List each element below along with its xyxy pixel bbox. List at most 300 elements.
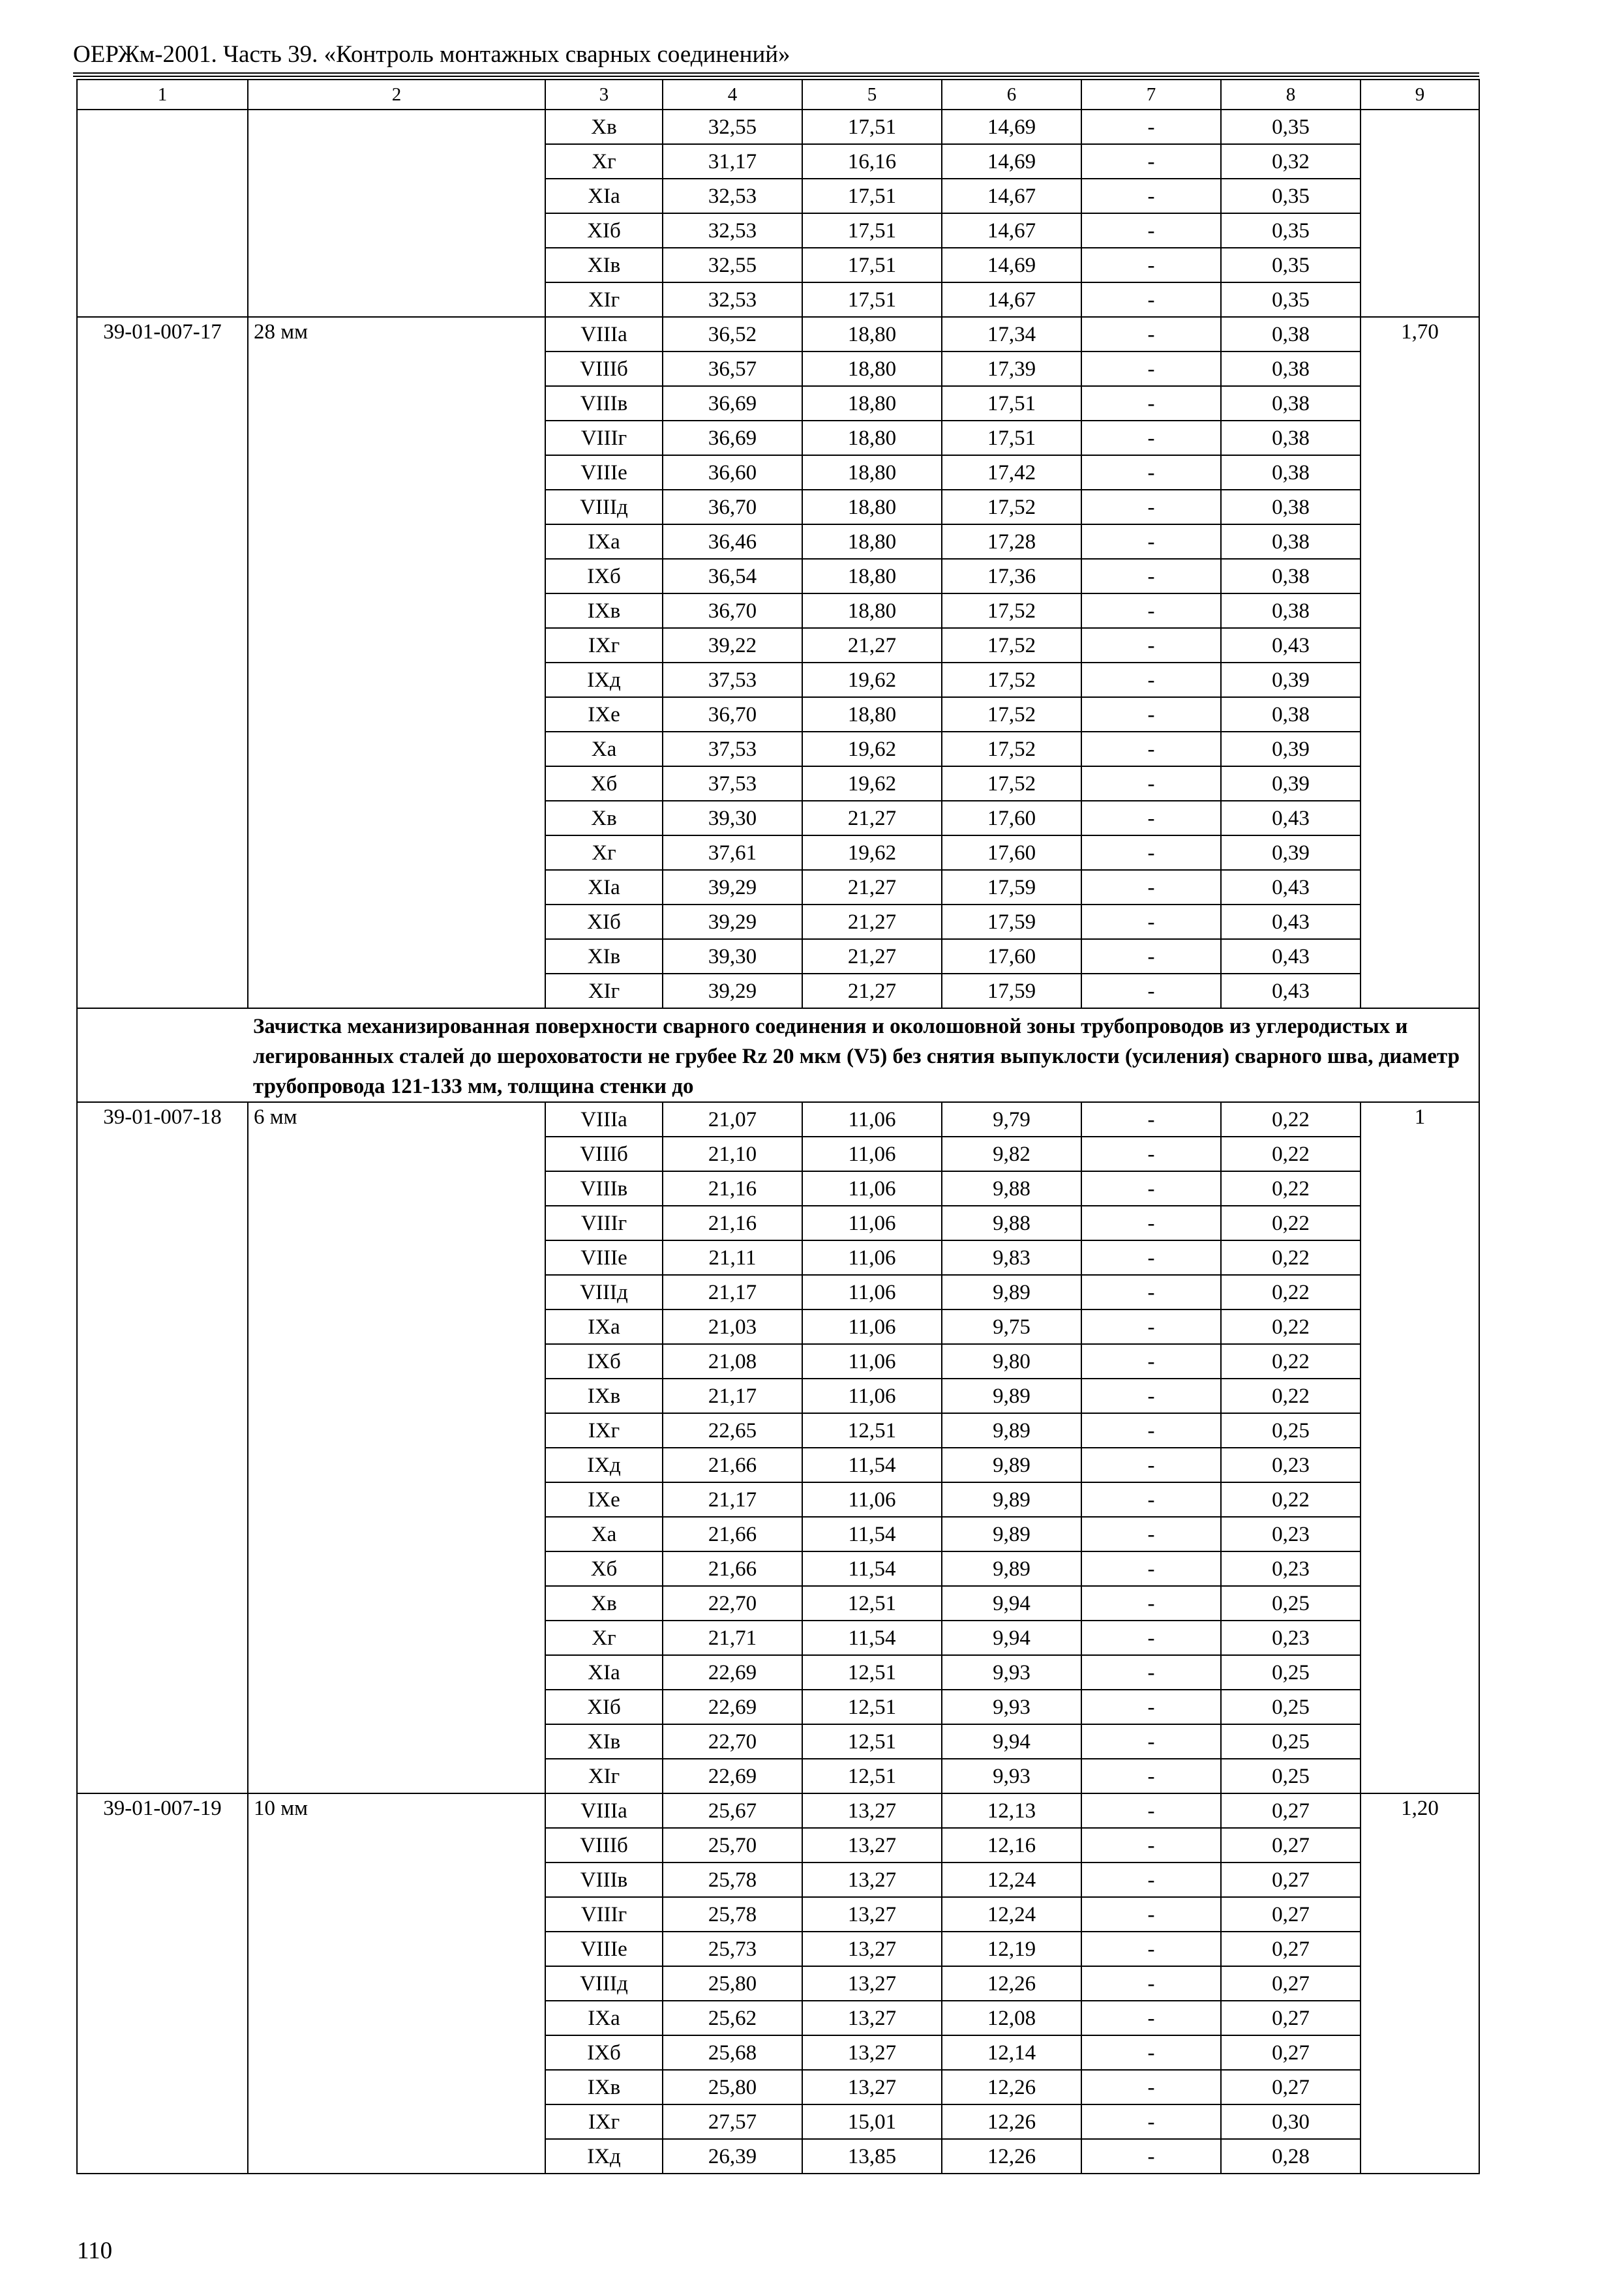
value-cell: 9,94 bbox=[942, 1724, 1081, 1759]
value-cell: 11,06 bbox=[802, 1379, 942, 1413]
region-class-cell: Xг bbox=[545, 144, 663, 179]
value-cell: - bbox=[1081, 1724, 1221, 1759]
value-cell: 25,67 bbox=[663, 1793, 802, 1828]
region-class-cell: XIб bbox=[545, 213, 663, 248]
region-class-cell: IXа bbox=[545, 524, 663, 559]
value-cell: 21,66 bbox=[663, 1517, 802, 1551]
column-number-cell: 1 bbox=[77, 80, 248, 110]
value-cell: 17,28 bbox=[942, 524, 1081, 559]
coefficient-cell: 1,70 bbox=[1361, 317, 1479, 1008]
value-cell: 9,93 bbox=[942, 1655, 1081, 1690]
value-cell: 0,27 bbox=[1221, 1863, 1361, 1897]
table-row bbox=[77, 1102, 1479, 1137]
value-cell: 18,80 bbox=[802, 593, 942, 628]
value-cell: 21,66 bbox=[663, 1448, 802, 1482]
value-cell: - bbox=[1081, 2139, 1221, 2174]
value-cell: 39,29 bbox=[663, 905, 802, 939]
value-cell: 9,88 bbox=[942, 1171, 1081, 1206]
value-cell: 0,25 bbox=[1221, 1586, 1361, 1621]
value-cell: 11,54 bbox=[802, 1448, 942, 1482]
value-cell: 32,55 bbox=[663, 248, 802, 282]
section-code-cell bbox=[77, 1008, 248, 1102]
value-cell: 9,89 bbox=[942, 1379, 1081, 1413]
value-cell: 13,85 bbox=[802, 2139, 942, 2174]
value-cell: 9,89 bbox=[942, 1413, 1081, 1448]
value-cell: 17,52 bbox=[942, 490, 1081, 524]
wall-thickness: 28 мм bbox=[248, 317, 545, 1008]
value-cell: 22,65 bbox=[663, 1413, 802, 1448]
value-cell: 0,38 bbox=[1221, 490, 1361, 524]
region-class-cell: XIа bbox=[545, 179, 663, 213]
value-cell: 25,80 bbox=[663, 1966, 802, 2001]
value-cell: - bbox=[1081, 2104, 1221, 2139]
value-cell: 0,38 bbox=[1221, 352, 1361, 386]
value-cell: 17,59 bbox=[942, 905, 1081, 939]
region-class-cell: Xг bbox=[545, 1621, 663, 1655]
value-cell: - bbox=[1081, 1206, 1221, 1240]
value-cell: 0,43 bbox=[1221, 939, 1361, 974]
value-cell: 14,67 bbox=[942, 282, 1081, 317]
value-cell: 13,27 bbox=[802, 1932, 942, 1966]
region-class-cell: XIв bbox=[545, 939, 663, 974]
column-number-cell: 4 bbox=[663, 80, 802, 110]
value-cell: 26,39 bbox=[663, 2139, 802, 2174]
value-cell: 13,27 bbox=[802, 1897, 942, 1932]
value-cell: 0,27 bbox=[1221, 2001, 1361, 2035]
value-cell: 18,80 bbox=[802, 559, 942, 593]
value-cell: 21,17 bbox=[663, 1379, 802, 1413]
region-class-cell: Xв bbox=[545, 110, 663, 144]
value-cell: 11,06 bbox=[802, 1171, 942, 1206]
region-class-cell: Xг bbox=[545, 835, 663, 870]
column-number-cell: 5 bbox=[802, 80, 942, 110]
value-cell: 9,89 bbox=[942, 1517, 1081, 1551]
value-cell: 0,30 bbox=[1221, 2104, 1361, 2139]
region-class-cell: VIIIд bbox=[545, 1275, 663, 1309]
value-cell: - bbox=[1081, 490, 1221, 524]
value-cell: 9,80 bbox=[942, 1344, 1081, 1379]
value-cell: 25,62 bbox=[663, 2001, 802, 2035]
value-cell: 17,36 bbox=[942, 559, 1081, 593]
value-cell: 0,38 bbox=[1221, 697, 1361, 732]
value-cell: - bbox=[1081, 835, 1221, 870]
region-class-cell: VIIIб bbox=[545, 1137, 663, 1171]
value-cell: 0,25 bbox=[1221, 1413, 1361, 1448]
region-class-cell: VIIIе bbox=[545, 1932, 663, 1966]
value-cell: 21,27 bbox=[802, 870, 942, 905]
value-cell: 12,26 bbox=[942, 2104, 1081, 2139]
value-cell: - bbox=[1081, 1828, 1221, 1863]
value-cell: 39,22 bbox=[663, 628, 802, 663]
value-cell: - bbox=[1081, 1517, 1221, 1551]
value-cell: 11,06 bbox=[802, 1309, 942, 1344]
value-cell: 9,89 bbox=[942, 1482, 1081, 1517]
value-cell: - bbox=[1081, 352, 1221, 386]
region-class-cell: VIIIб bbox=[545, 1828, 663, 1863]
value-cell: 0,32 bbox=[1221, 144, 1361, 179]
region-class-cell: IXв bbox=[545, 2070, 663, 2104]
value-cell: - bbox=[1081, 870, 1221, 905]
value-cell: 22,69 bbox=[663, 1690, 802, 1724]
value-cell: 36,54 bbox=[663, 559, 802, 593]
value-cell: - bbox=[1081, 1690, 1221, 1724]
rate-code bbox=[77, 110, 248, 317]
value-cell: 0,38 bbox=[1221, 593, 1361, 628]
value-cell: 36,70 bbox=[663, 490, 802, 524]
region-class-cell: IXг bbox=[545, 628, 663, 663]
value-cell: 19,62 bbox=[802, 835, 942, 870]
value-cell: 0,22 bbox=[1221, 1482, 1361, 1517]
value-cell: 0,39 bbox=[1221, 766, 1361, 801]
region-class-cell: XIб bbox=[545, 905, 663, 939]
wall-thickness: 10 мм bbox=[248, 1793, 545, 2174]
value-cell: 17,59 bbox=[942, 974, 1081, 1008]
value-cell: 13,27 bbox=[802, 2001, 942, 2035]
value-cell: 21,27 bbox=[802, 939, 942, 974]
value-cell: 0,38 bbox=[1221, 524, 1361, 559]
value-cell: 0,23 bbox=[1221, 1448, 1361, 1482]
region-class-cell: IXд bbox=[545, 1448, 663, 1482]
value-cell: 17,51 bbox=[802, 213, 942, 248]
table-body bbox=[77, 80, 1479, 2174]
value-cell: 37,61 bbox=[663, 835, 802, 870]
value-cell: 9,94 bbox=[942, 1586, 1081, 1621]
value-cell: 0,27 bbox=[1221, 2035, 1361, 2070]
value-cell: 18,80 bbox=[802, 421, 942, 455]
coefficient-cell bbox=[1361, 110, 1479, 317]
value-cell: 17,52 bbox=[942, 697, 1081, 732]
region-class-cell: XIг bbox=[545, 282, 663, 317]
header-rule-second bbox=[73, 76, 1479, 77]
value-cell: - bbox=[1081, 1897, 1221, 1932]
value-cell: 21,16 bbox=[663, 1206, 802, 1240]
value-cell: 37,53 bbox=[663, 732, 802, 766]
value-cell: - bbox=[1081, 628, 1221, 663]
value-cell: 17,51 bbox=[802, 282, 942, 317]
wall-thickness bbox=[248, 110, 545, 317]
region-class-cell: VIIIв bbox=[545, 1171, 663, 1206]
value-cell: 0,35 bbox=[1221, 248, 1361, 282]
value-cell: 15,01 bbox=[802, 2104, 942, 2139]
running-header: ОЕРЖм-2001. Часть 39. «Контроль монтажных сварных соединений» bbox=[73, 41, 790, 68]
value-cell: 17,52 bbox=[942, 663, 1081, 697]
value-cell: 0,22 bbox=[1221, 1102, 1361, 1137]
value-cell: 36,60 bbox=[663, 455, 802, 490]
value-cell: 0,38 bbox=[1221, 455, 1361, 490]
value-cell: 11,06 bbox=[802, 1482, 942, 1517]
region-class-cell: XIв bbox=[545, 248, 663, 282]
value-cell: 9,93 bbox=[942, 1759, 1081, 1793]
value-cell: - bbox=[1081, 1655, 1221, 1690]
value-cell: 11,06 bbox=[802, 1206, 942, 1240]
value-cell: - bbox=[1081, 421, 1221, 455]
value-cell: 14,69 bbox=[942, 144, 1081, 179]
value-cell: 39,30 bbox=[663, 939, 802, 974]
value-cell: - bbox=[1081, 1793, 1221, 1828]
value-cell: 17,59 bbox=[942, 870, 1081, 905]
value-cell: 22,69 bbox=[663, 1759, 802, 1793]
value-cell: 0,35 bbox=[1221, 213, 1361, 248]
region-class-cell: Xв bbox=[545, 801, 663, 835]
value-cell: 0,27 bbox=[1221, 1828, 1361, 1863]
region-class-cell: IXг bbox=[545, 1413, 663, 1448]
value-cell: 21,17 bbox=[663, 1482, 802, 1517]
value-cell: 0,35 bbox=[1221, 282, 1361, 317]
region-class-cell: VIIIд bbox=[545, 1966, 663, 2001]
value-cell: 36,46 bbox=[663, 524, 802, 559]
header-rule bbox=[73, 72, 1479, 74]
column-number-cell: 3 bbox=[545, 80, 663, 110]
value-cell: 0,43 bbox=[1221, 870, 1361, 905]
value-cell: 11,06 bbox=[802, 1275, 942, 1309]
region-class-cell: IXб bbox=[545, 2035, 663, 2070]
value-cell: 17,51 bbox=[802, 248, 942, 282]
value-cell: - bbox=[1081, 1344, 1221, 1379]
value-cell: 14,67 bbox=[942, 213, 1081, 248]
value-cell: 21,10 bbox=[663, 1137, 802, 1171]
region-class-cell: VIIIг bbox=[545, 1897, 663, 1932]
value-cell: 0,27 bbox=[1221, 1966, 1361, 2001]
value-cell: 0,22 bbox=[1221, 1240, 1361, 1275]
value-cell: 12,51 bbox=[802, 1724, 942, 1759]
value-cell: - bbox=[1081, 939, 1221, 974]
value-cell: 22,69 bbox=[663, 1655, 802, 1690]
value-cell: - bbox=[1081, 732, 1221, 766]
value-cell: 36,70 bbox=[663, 697, 802, 732]
value-cell: 9,83 bbox=[942, 1240, 1081, 1275]
value-cell: 37,53 bbox=[663, 663, 802, 697]
value-cell: 0,22 bbox=[1221, 1206, 1361, 1240]
value-cell: 13,27 bbox=[802, 2035, 942, 2070]
region-class-cell: XIг bbox=[545, 974, 663, 1008]
page-number: 110 bbox=[77, 2237, 113, 2264]
region-class-cell: VIIIд bbox=[545, 490, 663, 524]
value-cell: 21,27 bbox=[802, 905, 942, 939]
value-cell: 25,68 bbox=[663, 2035, 802, 2070]
value-cell: 36,52 bbox=[663, 317, 802, 352]
value-cell: 19,62 bbox=[802, 732, 942, 766]
region-class-cell: VIIIе bbox=[545, 455, 663, 490]
value-cell: 0,25 bbox=[1221, 1655, 1361, 1690]
column-number-cell: 8 bbox=[1221, 80, 1361, 110]
value-cell: 0,25 bbox=[1221, 1724, 1361, 1759]
region-class-cell: VIIIв bbox=[545, 386, 663, 421]
region-class-cell: VIIIб bbox=[545, 352, 663, 386]
value-cell: 0,22 bbox=[1221, 1137, 1361, 1171]
value-cell: 31,17 bbox=[663, 144, 802, 179]
rate-code: 39-01-007-18 bbox=[77, 1102, 248, 1793]
region-class-cell: IXе bbox=[545, 1482, 663, 1517]
value-cell: - bbox=[1081, 1137, 1221, 1171]
value-cell: - bbox=[1081, 1102, 1221, 1137]
value-cell: 16,16 bbox=[802, 144, 942, 179]
value-cell: - bbox=[1081, 2035, 1221, 2070]
value-cell: 25,78 bbox=[663, 1897, 802, 1932]
value-cell: 32,55 bbox=[663, 110, 802, 144]
value-cell: 32,53 bbox=[663, 179, 802, 213]
value-cell: 18,80 bbox=[802, 524, 942, 559]
value-cell: 17,52 bbox=[942, 732, 1081, 766]
region-class-cell: IXв bbox=[545, 593, 663, 628]
value-cell: - bbox=[1081, 248, 1221, 282]
value-cell: - bbox=[1081, 974, 1221, 1008]
value-cell: 39,29 bbox=[663, 974, 802, 1008]
value-cell: - bbox=[1081, 1379, 1221, 1413]
value-cell: - bbox=[1081, 905, 1221, 939]
value-cell: - bbox=[1081, 1482, 1221, 1517]
value-cell: 21,17 bbox=[663, 1275, 802, 1309]
value-cell: - bbox=[1081, 1551, 1221, 1586]
region-class-cell: XIа bbox=[545, 870, 663, 905]
value-cell: 13,27 bbox=[802, 1863, 942, 1897]
value-cell: 17,51 bbox=[942, 386, 1081, 421]
value-cell: 17,60 bbox=[942, 835, 1081, 870]
region-class-cell: IXб bbox=[545, 559, 663, 593]
value-cell: - bbox=[1081, 110, 1221, 144]
value-cell: 0,22 bbox=[1221, 1275, 1361, 1309]
value-cell: 0,27 bbox=[1221, 2070, 1361, 2104]
value-cell: 0,35 bbox=[1221, 110, 1361, 144]
value-cell: 12,24 bbox=[942, 1897, 1081, 1932]
region-class-cell: VIIIв bbox=[545, 1863, 663, 1897]
column-number-cell: 7 bbox=[1081, 80, 1221, 110]
value-cell: 18,80 bbox=[802, 455, 942, 490]
value-cell: 36,57 bbox=[663, 352, 802, 386]
value-cell: 12,08 bbox=[942, 2001, 1081, 2035]
region-class-cell: Xб bbox=[545, 1551, 663, 1586]
column-number-cell: 6 bbox=[942, 80, 1081, 110]
value-cell: - bbox=[1081, 1863, 1221, 1897]
value-cell: 17,52 bbox=[942, 766, 1081, 801]
region-class-cell: IXв bbox=[545, 1379, 663, 1413]
value-cell: 0,43 bbox=[1221, 974, 1361, 1008]
value-cell: 9,89 bbox=[942, 1551, 1081, 1586]
value-cell: 12,51 bbox=[802, 1413, 942, 1448]
value-cell: 21,27 bbox=[802, 628, 942, 663]
value-cell: 0,23 bbox=[1221, 1551, 1361, 1586]
value-cell: 18,80 bbox=[802, 386, 942, 421]
value-cell: - bbox=[1081, 1932, 1221, 1966]
value-cell: 17,51 bbox=[942, 421, 1081, 455]
value-cell: 17,39 bbox=[942, 352, 1081, 386]
region-class-cell: IXа bbox=[545, 1309, 663, 1344]
value-cell: 0,39 bbox=[1221, 663, 1361, 697]
value-cell: 17,51 bbox=[802, 179, 942, 213]
value-cell: 18,80 bbox=[802, 697, 942, 732]
value-cell: 0,39 bbox=[1221, 732, 1361, 766]
value-cell: 0,35 bbox=[1221, 179, 1361, 213]
value-cell: 0,39 bbox=[1221, 835, 1361, 870]
value-cell: 11,54 bbox=[802, 1551, 942, 1586]
value-cell: 9,75 bbox=[942, 1309, 1081, 1344]
value-cell: - bbox=[1081, 386, 1221, 421]
region-class-cell: IXд bbox=[545, 663, 663, 697]
value-cell: 36,70 bbox=[663, 593, 802, 628]
section-heading-row bbox=[77, 1008, 1479, 1102]
value-cell: 0,23 bbox=[1221, 1517, 1361, 1551]
column-number-row bbox=[77, 80, 1479, 110]
value-cell: 12,24 bbox=[942, 1863, 1081, 1897]
region-class-cell: XIг bbox=[545, 1759, 663, 1793]
value-cell: - bbox=[1081, 559, 1221, 593]
value-cell: - bbox=[1081, 2001, 1221, 2035]
value-cell: 13,27 bbox=[802, 1828, 942, 1863]
value-cell: 25,80 bbox=[663, 2070, 802, 2104]
value-cell: - bbox=[1081, 766, 1221, 801]
value-cell: 11,54 bbox=[802, 1621, 942, 1655]
value-cell: 13,27 bbox=[802, 2070, 942, 2104]
value-cell: 0,43 bbox=[1221, 905, 1361, 939]
region-class-cell: VIIIа bbox=[545, 1102, 663, 1137]
value-cell: 0,28 bbox=[1221, 2139, 1361, 2174]
value-cell: 9,88 bbox=[942, 1206, 1081, 1240]
value-cell: 0,23 bbox=[1221, 1621, 1361, 1655]
value-cell: - bbox=[1081, 282, 1221, 317]
value-cell: 14,69 bbox=[942, 248, 1081, 282]
value-cell: - bbox=[1081, 663, 1221, 697]
value-cell: - bbox=[1081, 1171, 1221, 1206]
value-cell: 17,60 bbox=[942, 801, 1081, 835]
value-cell: 9,79 bbox=[942, 1102, 1081, 1137]
value-cell: 17,52 bbox=[942, 628, 1081, 663]
value-cell: 27,57 bbox=[663, 2104, 802, 2139]
region-class-cell: IXе bbox=[545, 697, 663, 732]
value-cell: 11,06 bbox=[802, 1344, 942, 1379]
region-class-cell: Xб bbox=[545, 766, 663, 801]
value-cell: 22,70 bbox=[663, 1586, 802, 1621]
region-class-cell: VIIIа bbox=[545, 317, 663, 352]
value-cell: 0,22 bbox=[1221, 1344, 1361, 1379]
value-cell: 37,53 bbox=[663, 766, 802, 801]
value-cell: 25,73 bbox=[663, 1932, 802, 1966]
value-cell: 25,78 bbox=[663, 1863, 802, 1897]
value-cell: 0,22 bbox=[1221, 1171, 1361, 1206]
value-cell: 21,71 bbox=[663, 1621, 802, 1655]
value-cell: 14,69 bbox=[942, 110, 1081, 144]
value-cell: 12,26 bbox=[942, 2139, 1081, 2174]
region-class-cell: XIв bbox=[545, 1724, 663, 1759]
value-cell: 11,06 bbox=[802, 1102, 942, 1137]
value-cell: 14,67 bbox=[942, 179, 1081, 213]
region-class-cell: Xа bbox=[545, 732, 663, 766]
value-cell: 9,82 bbox=[942, 1137, 1081, 1171]
value-cell: 12,16 bbox=[942, 1828, 1081, 1863]
value-cell: 0,25 bbox=[1221, 1759, 1361, 1793]
value-cell: - bbox=[1081, 801, 1221, 835]
value-cell: 17,60 bbox=[942, 939, 1081, 974]
value-cell: 0,43 bbox=[1221, 801, 1361, 835]
value-cell: 21,16 bbox=[663, 1171, 802, 1206]
value-cell: 21,27 bbox=[802, 801, 942, 835]
value-cell: 9,94 bbox=[942, 1621, 1081, 1655]
value-cell: - bbox=[1081, 1759, 1221, 1793]
value-cell: 12,13 bbox=[942, 1793, 1081, 1828]
value-cell: 0,38 bbox=[1221, 386, 1361, 421]
value-cell: 0,43 bbox=[1221, 628, 1361, 663]
value-cell: 19,62 bbox=[802, 663, 942, 697]
value-cell: - bbox=[1081, 1240, 1221, 1275]
value-cell: 9,93 bbox=[942, 1690, 1081, 1724]
value-cell: - bbox=[1081, 1309, 1221, 1344]
value-cell: 21,27 bbox=[802, 974, 942, 1008]
value-cell: 22,70 bbox=[663, 1724, 802, 1759]
value-cell: 21,11 bbox=[663, 1240, 802, 1275]
region-class-cell: IXа bbox=[545, 2001, 663, 2035]
coefficient-cell: 1 bbox=[1361, 1102, 1479, 1793]
value-cell: 32,53 bbox=[663, 282, 802, 317]
value-cell: 0,27 bbox=[1221, 1897, 1361, 1932]
value-cell: 19,62 bbox=[802, 766, 942, 801]
